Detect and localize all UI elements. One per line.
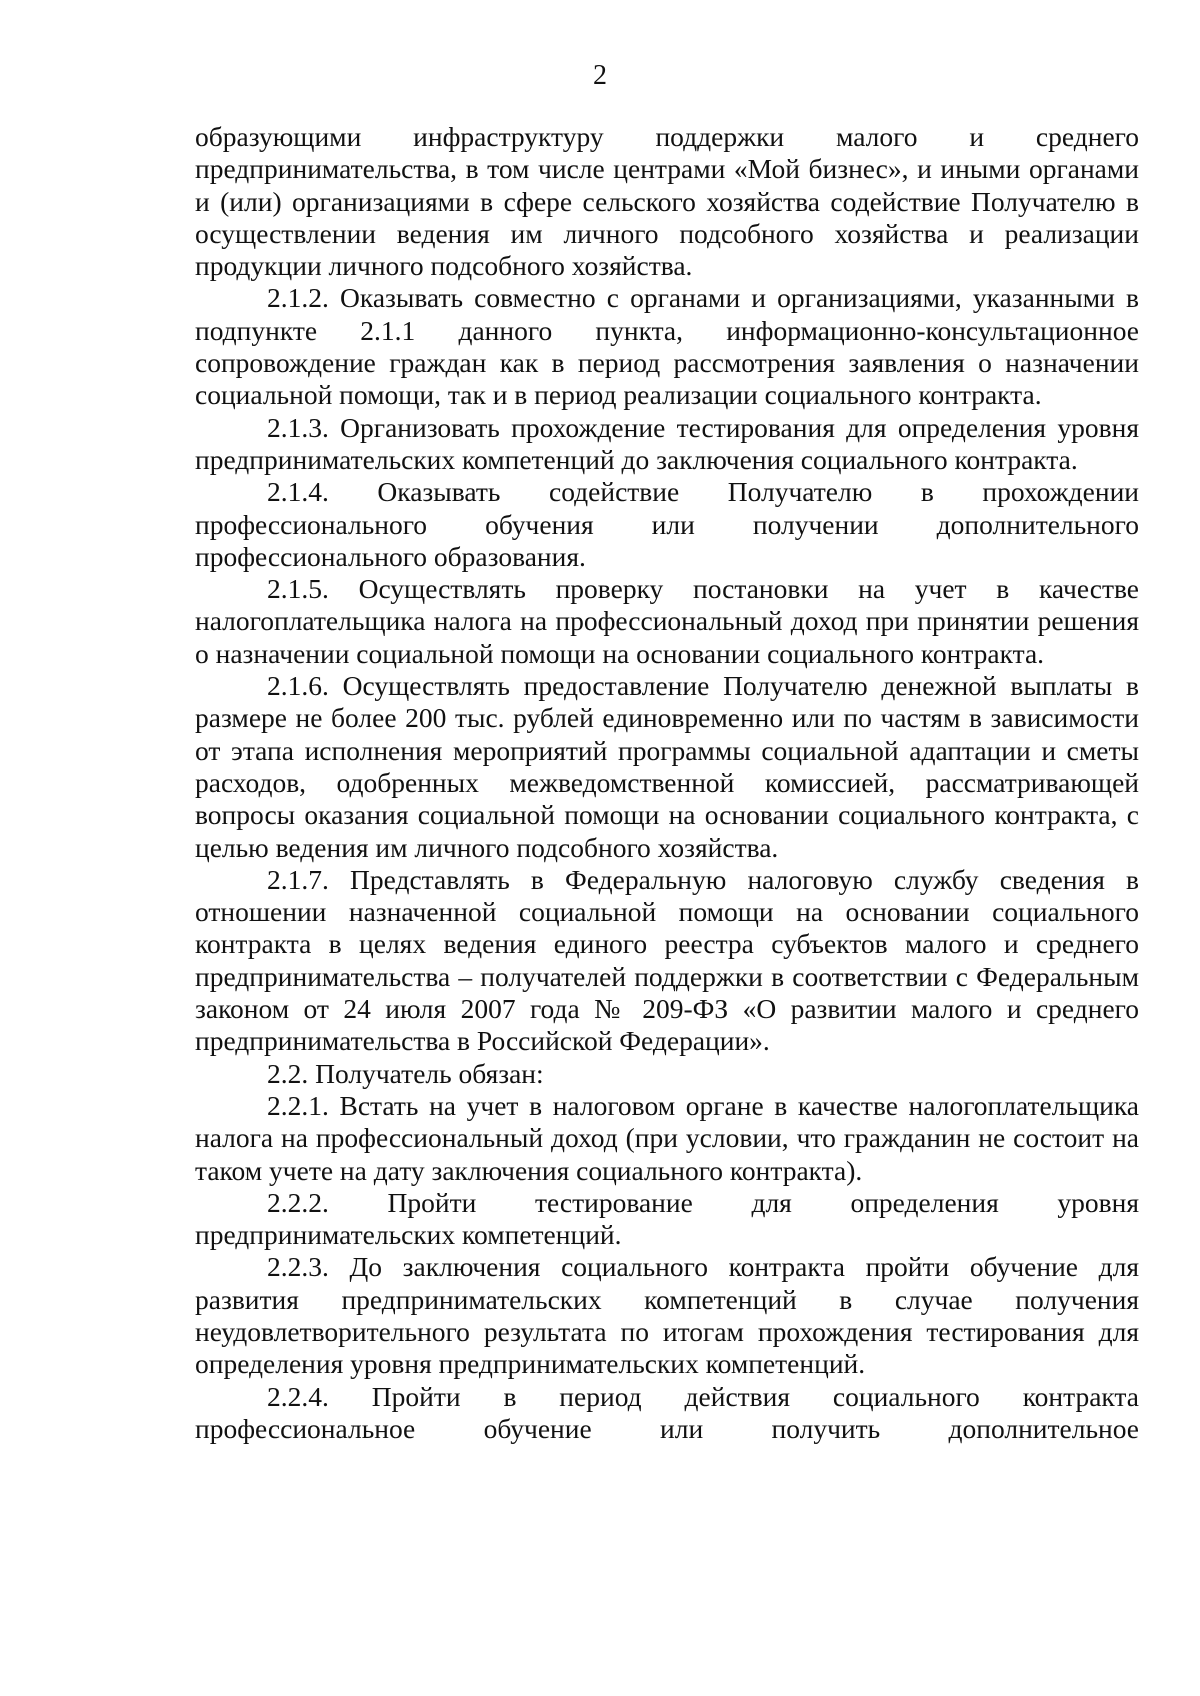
document-body: [195, 121, 1139, 1445]
paragraph-2-1-7: 2.1.7. Представлять в Федеральную налоговую службу сведения в отношении назначенной социальной помощи на основании социального контракта в целях ведения единого реестра субъектов малого и среднего предпринимательства – получателей поддержки в соответствии с Федеральным законом от 24 июля 2007 года № 209-ФЗ «О развитии малого и среднего предпринимательства в Российской Федерации».: [195, 863, 1139, 1057]
paragraph-2-1-6: 2.1.6. Осуществлять предоставление Получателю денежной выплаты в размере не более 200 тыс. рублей единовременно или по частям в зависимости от этапа исполнения мероприятий программы социальной адаптации и сметы расходов, одобренных межведомственной комиссией, рассматривающей вопросы оказания социальной помощи на основании социального контракта, с целью ведения им личного подсобного хозяйства.: [195, 670, 1139, 863]
page-number: 2: [593, 60, 607, 91]
paragraph-2-2: 2.2. Получатель обязан:: [267, 1057, 544, 1089]
paragraph-2-2-1: 2.2.1. Встать на учет в налоговом органе в качестве налогоплательщика налога на профессиональный доход (при условии, что гражданин не состоит на таком учете на дату заключения социального контракта).: [195, 1089, 1139, 1186]
paragraph-2-1-3: 2.1.3. Организовать прохождение тестирования для определения уровня предпринимательских компетенций до заключения социального контракта.: [195, 411, 1139, 475]
paragraph-2-2-4: 2.2.4. Пройти в период действия социального контракта профессиональное обучение или получить дополнительное: [195, 1380, 1139, 1444]
paragraph-continuation: образующими инфраструктуру поддержки малого и среднего предпринимательства, в том числе центрами «Мой бизнес», и иными органами и (или) организациями в сфере сельского хозяйства содействие Получателю в осуществлении ведения им личного подсобного хозяйства и реализации продукции личного подсобного хозяйства.: [195, 121, 1139, 282]
paragraph-2-1-4: 2.1.4. Оказывать содействие Получателю в прохождении профессионального обучения или получении дополнительного профессионального образования.: [195, 476, 1139, 572]
paragraph-2-2-3: 2.2.3. До заключения социального контракта пройти обучение для развития предпринимательских компетенций в случае получения неудовлетворительного результата по итогам прохождения тестирования для определения уровня предпринимательских компетенций.: [195, 1251, 1139, 1380]
paragraph-2-1-5: 2.1.5. Осуществлять проверку постановки на учет в качестве налогоплательщика налога на профессиональный доход при принятии решения о назначении социальной помощи на основании социального контракта.: [195, 573, 1139, 669]
paragraph-2-1-2: 2.1.2. Оказывать совместно с органами и организациями, указанными в подпункте 2.1.1 данного пункта, информационно-консультационное сопровождение граждан как в период рассмотрения заявления о назначении социальной помощи, так и в период реализации социального контракта.: [195, 282, 1139, 411]
paragraph-2-2-2: 2.2.2. Пройти тестирование для определения уровня предпринимательских компетенций.: [195, 1186, 1139, 1251]
